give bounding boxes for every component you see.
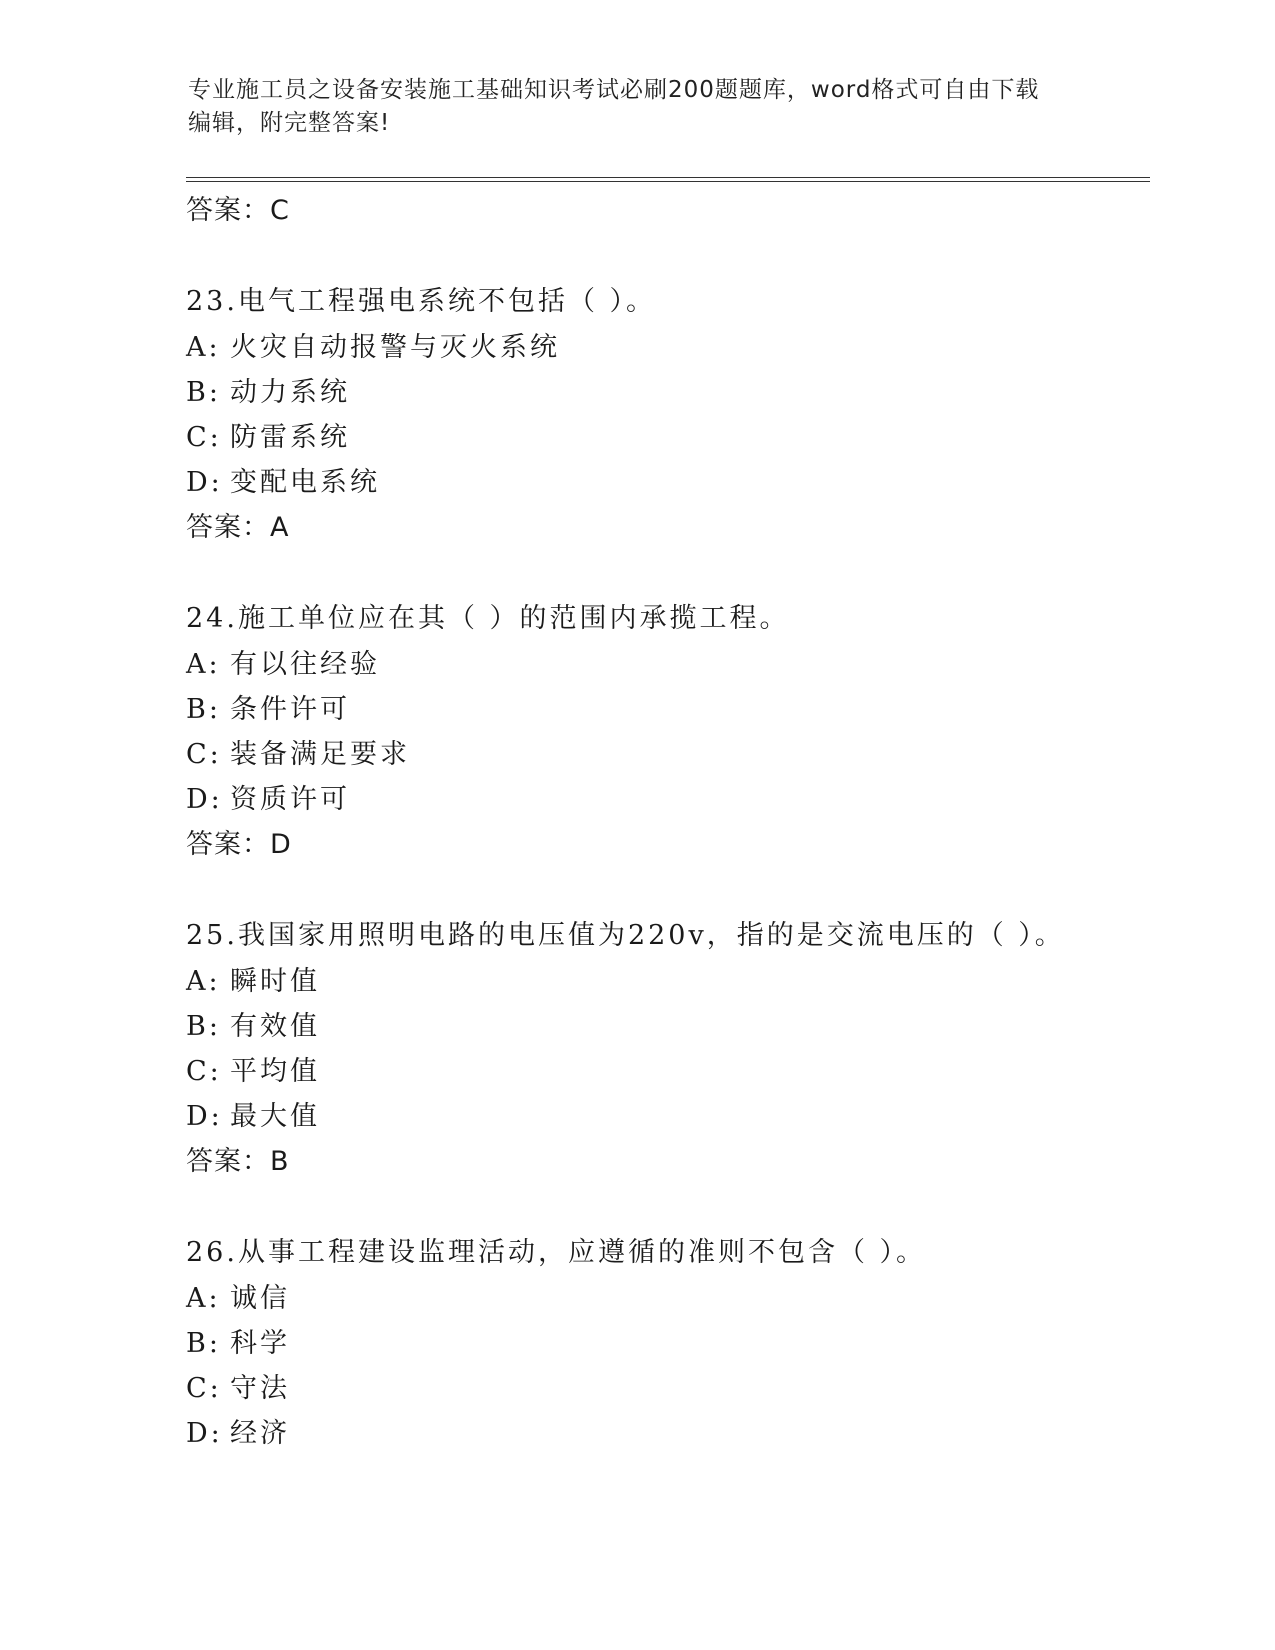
option-text: 最大值 <box>230 1101 320 1132</box>
option-text: 科学 <box>230 1328 290 1359</box>
option-text: 资质许可 <box>230 784 350 815</box>
option-row <box>186 460 1150 505</box>
option-row <box>186 1276 1150 1321</box>
answer-line: 答案：D <box>186 829 292 860</box>
option-key: C: <box>186 1373 222 1404</box>
option-row <box>186 325 1150 370</box>
option-key: C: <box>186 739 222 770</box>
option-row <box>186 1411 1150 1456</box>
option-row <box>186 415 1150 460</box>
option-text: 平均值 <box>230 1056 320 1087</box>
option-key: B: <box>186 1328 221 1359</box>
answer-line: 答案：C <box>186 195 290 226</box>
option-row <box>186 1004 1150 1049</box>
option-row <box>186 1049 1150 1094</box>
option-key: C: <box>186 422 222 453</box>
question-stem: 23.电气工程强电系统不包括（ ）。 <box>186 286 657 317</box>
question-spacer <box>186 1185 1150 1230</box>
question-list <box>186 188 1150 1456</box>
option-text: 变配电系统 <box>230 467 380 498</box>
option-text: 防雷系统 <box>230 422 350 453</box>
question-spacer <box>186 868 1150 913</box>
option-text: 诚信 <box>230 1283 290 1314</box>
header-divider-secondary <box>186 181 1150 182</box>
option-text: 瞬时值 <box>230 966 320 997</box>
question-stem: 26.从事工程建设监理活动，应遵循的准则不包含（ ）。 <box>186 1237 927 1268</box>
answer-line: 答案：B <box>186 1146 290 1177</box>
option-row <box>186 370 1150 415</box>
answer-line: 答案：A <box>186 512 290 543</box>
option-key: A: <box>186 332 221 363</box>
option-text: 经济 <box>230 1418 290 1449</box>
option-key: D: <box>186 1418 223 1449</box>
option-text: 动力系统 <box>230 377 350 408</box>
question-spacer <box>186 234 1150 279</box>
option-key: C: <box>186 1056 222 1087</box>
option-key: D: <box>186 467 223 498</box>
option-row <box>186 732 1150 777</box>
question-block <box>186 1230 1150 1456</box>
option-text: 条件许可 <box>230 694 350 725</box>
option-key: B: <box>186 377 221 408</box>
option-row <box>186 642 1150 687</box>
header-divider <box>186 177 1150 178</box>
option-key: B: <box>186 694 221 725</box>
option-text: 守法 <box>230 1373 290 1404</box>
option-row <box>186 959 1150 1004</box>
option-text: 有效值 <box>230 1011 320 1042</box>
question-stem: 25.我国家用照明电路的电压值为220v，指的是交流电压的（ ）。 <box>186 920 1065 951</box>
option-text: 有以往经验 <box>230 649 380 680</box>
option-row <box>186 777 1150 822</box>
question-block <box>186 596 1150 868</box>
option-row <box>186 1366 1150 1411</box>
question-stem: 24.施工单位应在其（ ）的范围内承揽工程。 <box>186 603 790 634</box>
option-row <box>186 1094 1150 1139</box>
option-row <box>186 687 1150 732</box>
option-row <box>186 1321 1150 1366</box>
header-line-2: 编辑，附完整答案! <box>188 110 391 136</box>
header-line-1: 专业施工员之设备安装施工基础知识考试必刷200题题库，word格式可自由下载 <box>188 77 1040 103</box>
question-block <box>186 279 1150 551</box>
document-header <box>188 74 1088 140</box>
question-block <box>186 913 1150 1185</box>
option-key: D: <box>186 784 223 815</box>
option-key: A: <box>186 1283 221 1314</box>
option-key: A: <box>186 966 221 997</box>
option-text: 装备满足要求 <box>230 739 410 770</box>
option-key: D: <box>186 1101 223 1132</box>
option-key: A: <box>186 649 221 680</box>
option-key: B: <box>186 1011 221 1042</box>
option-text: 火灾自动报警与灭火系统 <box>230 332 560 363</box>
question-spacer <box>186 551 1150 596</box>
